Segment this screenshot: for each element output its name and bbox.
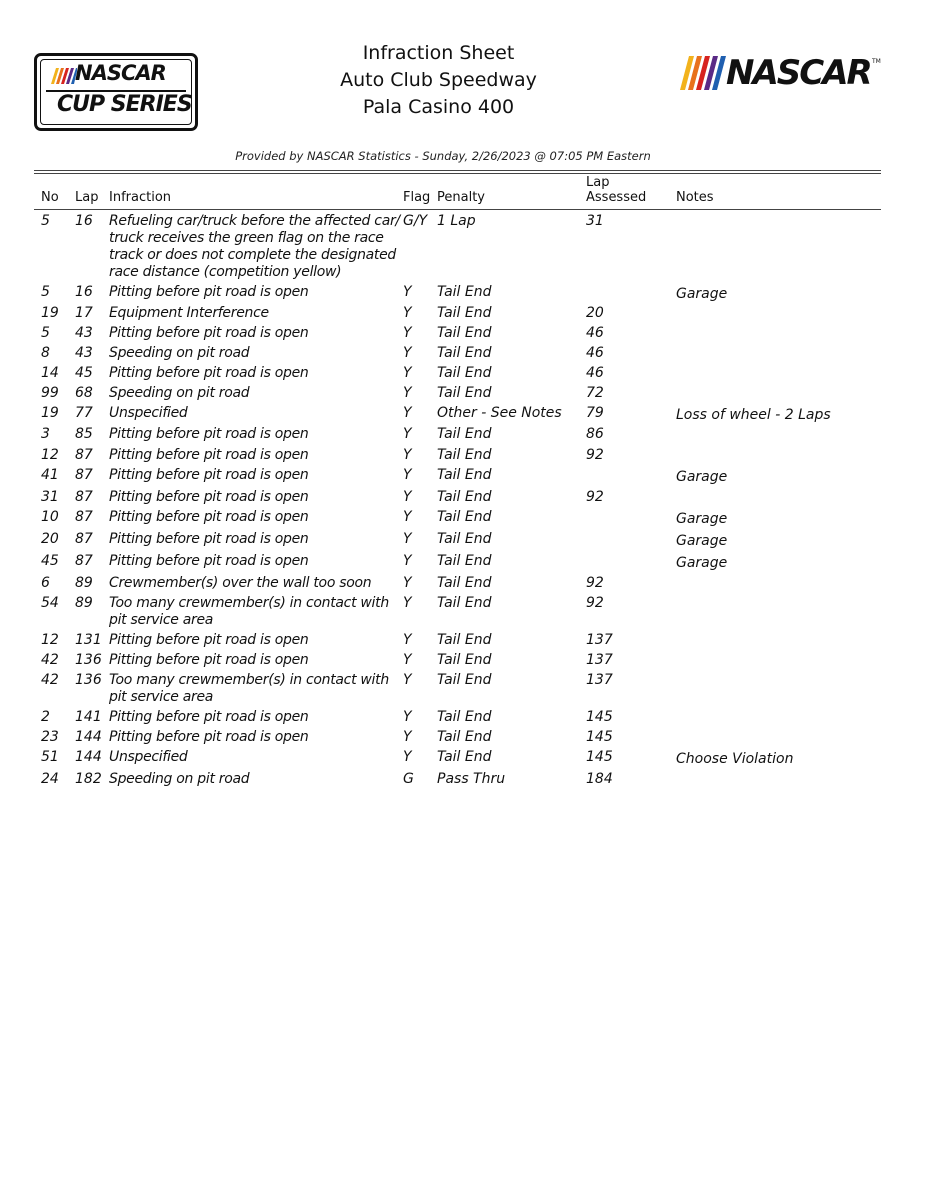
document-title: Infraction Sheet: [362, 42, 515, 64]
row-infraction: Pitting before pit road is open: [109, 553, 309, 569]
row-lap: 68: [75, 385, 93, 401]
row-penalty: Pass Thru: [437, 771, 506, 787]
row-flag: Y: [403, 284, 412, 300]
row-lap-assessed: 72: [586, 385, 604, 401]
infraction-table: [0, 211, 927, 789]
row-lap: 87: [75, 467, 93, 483]
row-lap-assessed: 46: [586, 345, 604, 361]
row-lap-assessed: 92: [586, 447, 604, 463]
table-row: [0, 383, 927, 403]
row-penalty: Tail End: [437, 509, 492, 525]
row-infraction: Pitting before pit road is open: [109, 509, 309, 525]
column-header-infraction: Infraction: [109, 190, 172, 205]
row-car-number: 19: [41, 405, 59, 421]
row-car-number: 5: [41, 213, 50, 229]
column-header-notes: Notes: [676, 190, 714, 205]
row-car-number: 51: [41, 749, 59, 765]
row-car-number: 12: [41, 632, 59, 648]
row-penalty: Tail End: [437, 531, 492, 547]
row-flag: Y: [403, 345, 412, 361]
row-flag: G/Y: [403, 213, 428, 229]
row-lap: 45: [75, 365, 93, 381]
row-lap-assessed: 31: [586, 213, 604, 229]
row-car-number: 6: [41, 575, 50, 591]
row-flag: Y: [403, 672, 412, 688]
row-car-number: 20: [41, 531, 59, 547]
row-flag: Y: [403, 729, 412, 745]
row-infraction: Pitting before pit road is open: [109, 325, 309, 341]
row-flag: Y: [403, 553, 412, 569]
row-penalty: Tail End: [437, 749, 492, 765]
row-penalty: Tail End: [437, 709, 492, 725]
row-notes: Garage: [676, 533, 728, 549]
row-infraction: Pitting before pit road is open: [109, 467, 309, 483]
table-row: [0, 529, 927, 551]
nascar-logo-text: NASCAR: [726, 53, 871, 93]
row-flag: Y: [403, 365, 412, 381]
row-flag: Y: [403, 632, 412, 648]
row-car-number: 42: [41, 672, 59, 688]
row-infraction: Crewmember(s) over the wall too soon: [109, 575, 372, 591]
row-lap-assessed: 137: [586, 652, 613, 668]
table-row: [0, 507, 927, 529]
table-row: [0, 282, 927, 303]
table-row: [0, 769, 927, 789]
row-flag: Y: [403, 575, 412, 591]
row-infraction: Refueling car/truck before the affected car/ truck receives the green flag on the race track or does not complete the designated race distance (competition yellow): [109, 213, 400, 280]
cup-logo-series-text: CUP SERIES: [57, 92, 192, 117]
row-flag: Y: [403, 305, 412, 321]
row-car-number: 24: [41, 771, 59, 787]
row-car-number: 45: [41, 553, 59, 569]
table-row: [0, 650, 927, 670]
row-lap-assessed: 46: [586, 365, 604, 381]
row-car-number: 8: [41, 345, 50, 361]
table-row: [0, 670, 927, 707]
row-car-number: 54: [41, 595, 59, 611]
row-lap-assessed: 20: [586, 305, 604, 321]
row-penalty: Tail End: [437, 467, 492, 483]
row-flag: Y: [403, 489, 412, 505]
table-row: [0, 323, 927, 343]
row-lap: 87: [75, 509, 93, 525]
row-infraction: Pitting before pit road is open: [109, 531, 309, 547]
race-name: Pala Casino 400: [362, 96, 515, 118]
row-lap: 144: [75, 749, 102, 765]
row-flag: Y: [403, 749, 412, 765]
row-penalty: Tail End: [437, 672, 492, 688]
row-lap: 85: [75, 426, 93, 442]
row-lap-assessed: 137: [586, 672, 613, 688]
row-car-number: 12: [41, 447, 59, 463]
row-lap: 43: [75, 345, 93, 361]
table-row: [0, 630, 927, 650]
nascar-logo: [680, 53, 881, 93]
column-header-lap-assessed-line1: Lap: [586, 175, 610, 190]
row-car-number: 99: [41, 385, 59, 401]
row-lap-assessed: 145: [586, 709, 613, 725]
table-row: [0, 403, 927, 424]
table-row: [0, 445, 927, 465]
row-infraction: Pitting before pit road is open: [109, 652, 309, 668]
row-car-number: 42: [41, 652, 59, 668]
table-row: [0, 487, 927, 507]
header-rule-top-2: [34, 173, 881, 174]
row-penalty: Tail End: [437, 325, 492, 341]
row-car-number: 14: [41, 365, 59, 381]
row-flag: Y: [403, 426, 412, 442]
table-row: [0, 211, 927, 282]
row-flag: Y: [403, 467, 412, 483]
row-car-number: 3: [41, 426, 50, 442]
table-row: [0, 707, 927, 727]
row-penalty: Tail End: [437, 575, 492, 591]
row-lap-assessed: 92: [586, 595, 604, 611]
table-row: [0, 747, 927, 769]
row-lap: 136: [75, 672, 102, 688]
row-infraction: Speeding on pit road: [109, 771, 250, 787]
row-notes: Loss of wheel - 2 Laps: [676, 407, 831, 423]
header-rule-bottom: [34, 209, 881, 210]
row-car-number: 31: [41, 489, 59, 505]
row-flag: Y: [403, 531, 412, 547]
table-row: [0, 363, 927, 383]
row-flag: Y: [403, 709, 412, 725]
row-notes: Garage: [676, 286, 728, 302]
row-notes: Garage: [676, 555, 728, 571]
row-penalty: 1 Lap: [437, 213, 476, 229]
row-penalty: Tail End: [437, 729, 492, 745]
row-lap: 141: [75, 709, 102, 725]
row-lap-assessed: 92: [586, 575, 604, 591]
row-car-number: 5: [41, 325, 50, 341]
column-header-penalty: Penalty: [437, 190, 485, 205]
row-penalty: Tail End: [437, 345, 492, 361]
row-flag: Y: [403, 595, 412, 611]
row-car-number: 2: [41, 709, 50, 725]
row-infraction: Speeding on pit road: [109, 345, 250, 361]
row-flag: Y: [403, 325, 412, 341]
nascar-stripes-icon: [680, 56, 726, 90]
row-infraction: Pitting before pit road is open: [109, 632, 309, 648]
row-penalty: Tail End: [437, 447, 492, 463]
row-infraction: Pitting before pit road is open: [109, 365, 309, 381]
table-row: [0, 727, 927, 747]
row-lap-assessed: 145: [586, 729, 613, 745]
row-infraction: Too many crewmember(s) in contact with pit service area: [109, 672, 389, 705]
row-infraction: Pitting before pit road is open: [109, 489, 309, 505]
row-lap-assessed: 92: [586, 489, 604, 505]
row-lap: 144: [75, 729, 102, 745]
row-car-number: 5: [41, 284, 50, 300]
header-rule-top: [34, 170, 881, 171]
table-row: [0, 593, 927, 630]
row-infraction: Unspecified: [109, 749, 188, 765]
row-penalty: Tail End: [437, 284, 492, 300]
row-lap: 17: [75, 305, 93, 321]
row-car-number: 41: [41, 467, 59, 483]
row-lap: 87: [75, 447, 93, 463]
row-lap: 16: [75, 213, 93, 229]
row-car-number: 23: [41, 729, 59, 745]
row-notes: Garage: [676, 469, 728, 485]
provided-by-line: Provided by NASCAR Statistics - Sunday, 2/26/2023 @ 07:05 PM Eastern: [235, 149, 651, 163]
table-row: [0, 303, 927, 323]
row-notes: Choose Violation: [676, 751, 794, 767]
row-penalty: Tail End: [437, 632, 492, 648]
row-lap-assessed: 46: [586, 325, 604, 341]
column-header-lap: Lap: [75, 190, 99, 205]
row-lap-assessed: 137: [586, 632, 613, 648]
table-row: [0, 343, 927, 363]
column-header-flag: Flag: [403, 190, 431, 205]
row-lap-assessed: 145: [586, 749, 613, 765]
row-lap-assessed: 79: [586, 405, 604, 421]
row-flag: G: [403, 771, 414, 787]
row-penalty: Tail End: [437, 385, 492, 401]
row-infraction: Equipment Interference: [109, 305, 269, 321]
track-name: Auto Club Speedway: [340, 69, 537, 91]
row-lap: 136: [75, 652, 102, 668]
table-row: [0, 424, 927, 445]
row-infraction: Speeding on pit road: [109, 385, 250, 401]
row-lap: 43: [75, 325, 93, 341]
row-car-number: 19: [41, 305, 59, 321]
row-infraction: Too many crewmember(s) in contact with pit service area: [109, 595, 389, 628]
row-lap: 89: [75, 575, 93, 591]
column-header-lap-assessed-line2: Assessed: [586, 190, 647, 205]
row-lap: 16: [75, 284, 93, 300]
row-penalty: Tail End: [437, 489, 492, 505]
row-penalty: Tail End: [437, 365, 492, 381]
column-header-no: No: [41, 190, 59, 205]
row-penalty: Tail End: [437, 595, 492, 611]
table-row: [0, 465, 927, 487]
row-infraction: Unspecified: [109, 405, 188, 421]
column-header-lap-assessed: [586, 175, 646, 205]
row-infraction: Pitting before pit road is open: [109, 284, 309, 300]
row-flag: Y: [403, 385, 412, 401]
row-flag: Y: [403, 447, 412, 463]
row-penalty: Other - See Notes: [437, 405, 562, 421]
cup-logo-nascar-text: NASCAR: [75, 61, 166, 85]
row-lap: 131: [75, 632, 102, 648]
row-penalty: Tail End: [437, 305, 492, 321]
row-lap: 87: [75, 531, 93, 547]
row-flag: Y: [403, 405, 412, 421]
row-lap-assessed: 184: [586, 771, 613, 787]
row-flag: Y: [403, 509, 412, 525]
row-penalty: Tail End: [437, 652, 492, 668]
row-lap: 87: [75, 553, 93, 569]
row-infraction: Pitting before pit road is open: [109, 709, 309, 725]
row-lap: 77: [75, 405, 93, 421]
trademark-mark: TM: [872, 58, 881, 65]
table-row: [0, 551, 927, 573]
row-notes: Garage: [676, 511, 728, 527]
row-penalty: Tail End: [437, 426, 492, 442]
row-lap: 182: [75, 771, 102, 787]
row-penalty: Tail End: [437, 553, 492, 569]
row-flag: Y: [403, 652, 412, 668]
row-infraction: Pitting before pit road is open: [109, 447, 309, 463]
row-lap: 87: [75, 489, 93, 505]
row-infraction: Pitting before pit road is open: [109, 426, 309, 442]
row-infraction: Pitting before pit road is open: [109, 729, 309, 745]
row-lap-assessed: 86: [586, 426, 604, 442]
row-lap: 89: [75, 595, 93, 611]
table-row: [0, 573, 927, 593]
row-car-number: 10: [41, 509, 59, 525]
